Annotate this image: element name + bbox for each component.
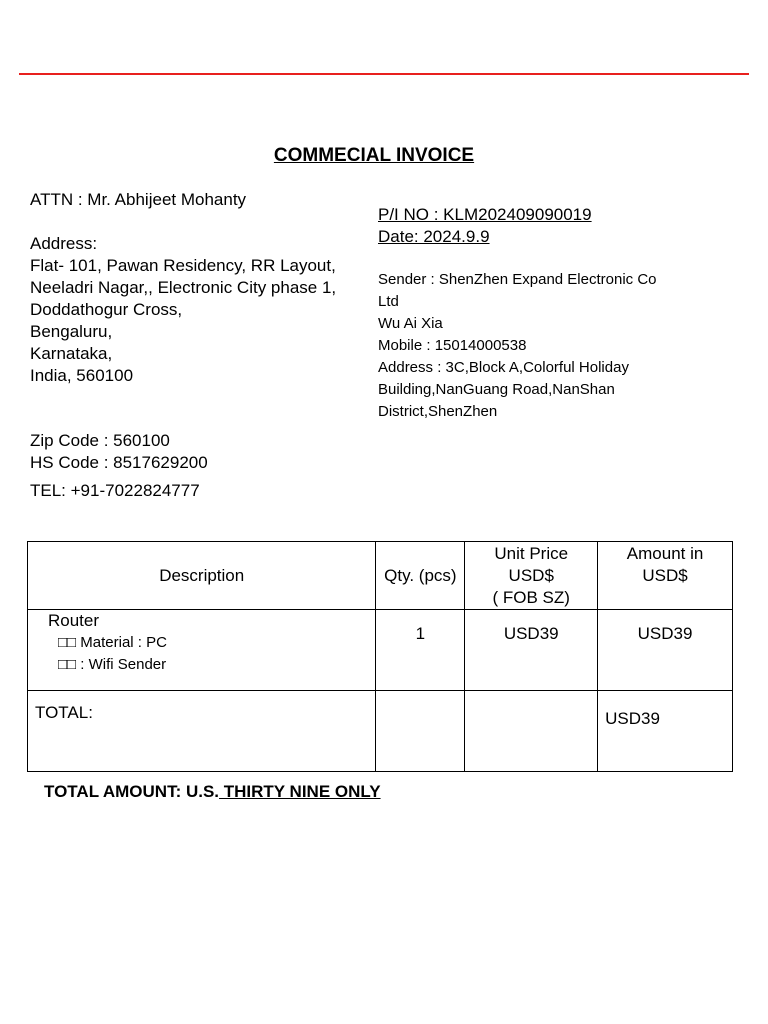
- sender-block: [378, 269, 657, 423]
- total-row: [28, 691, 733, 772]
- item-amount: USD39: [598, 610, 733, 691]
- item-qty: 1: [376, 610, 465, 691]
- total-amount-cell: USD39: [598, 691, 733, 772]
- total-qty-cell: [376, 691, 465, 772]
- total-amount-words: TOTAL AMOUNT: U.S. THIRTY NINE ONLY: [44, 782, 381, 801]
- sender-line: Building,NanGuang Road,NanShan: [378, 381, 615, 398]
- header-red-line: [19, 73, 749, 75]
- buyer-address: [30, 255, 336, 387]
- zip-code: Zip Code : 560100: [30, 431, 170, 450]
- address-line: Doddathogur Cross,: [30, 300, 183, 319]
- pi-number: P/I NO : KLM202409090019: [378, 205, 592, 224]
- sender-line: Address : 3C,Block A,Colorful Holiday: [378, 359, 629, 376]
- address-line: India, 560100: [30, 366, 134, 385]
- item-unit-price: USD39: [465, 610, 598, 691]
- hs-code: HS Code : 8517629200: [30, 453, 208, 472]
- invoice-date: Date: 2024.9.9: [378, 227, 490, 246]
- header-qty: Qty. (pcs): [376, 542, 465, 610]
- sender-line: Wu Ai Xia: [378, 315, 443, 332]
- attn-line: ATTN : Mr. Abhijeet Mohanty: [30, 190, 247, 209]
- item-description-cell: [28, 610, 376, 691]
- address-line: Bengaluru,: [30, 322, 113, 341]
- header-unit-price: Unit Price USD$ ( FOB SZ): [465, 542, 598, 610]
- address-line: Karnataka,: [30, 344, 113, 363]
- item-detail: □□ Material : PC: [58, 634, 167, 651]
- item-detail: □□ : Wifi Sender: [58, 656, 167, 673]
- table-header-row: [28, 542, 733, 610]
- address-line: Flat- 101, Pawan Residency, RR Layout,: [30, 256, 336, 275]
- header-amount: Amount in USD$: [598, 542, 733, 610]
- document-title: COMMECIAL INVOICE: [273, 145, 475, 166]
- sender-line: Mobile : 15014000538: [378, 337, 527, 354]
- sender-line: Sender : ShenZhen Expand Electronic Co: [378, 271, 657, 288]
- sender-line: Ltd: [378, 293, 399, 310]
- item-name: Router: [48, 611, 100, 630]
- total-price-cell: [465, 691, 598, 772]
- header-description: Description: [28, 542, 376, 610]
- invoice-table: [27, 541, 733, 772]
- total-label: TOTAL:: [28, 691, 376, 772]
- sender-line: District,ShenZhen: [378, 403, 498, 420]
- table-row: [28, 610, 733, 691]
- address-label: Address:: [30, 234, 98, 253]
- address-line: Neeladri Nagar,, Electronic City phase 1,: [30, 278, 337, 297]
- telephone: TEL: +91-7022824777: [30, 481, 200, 500]
